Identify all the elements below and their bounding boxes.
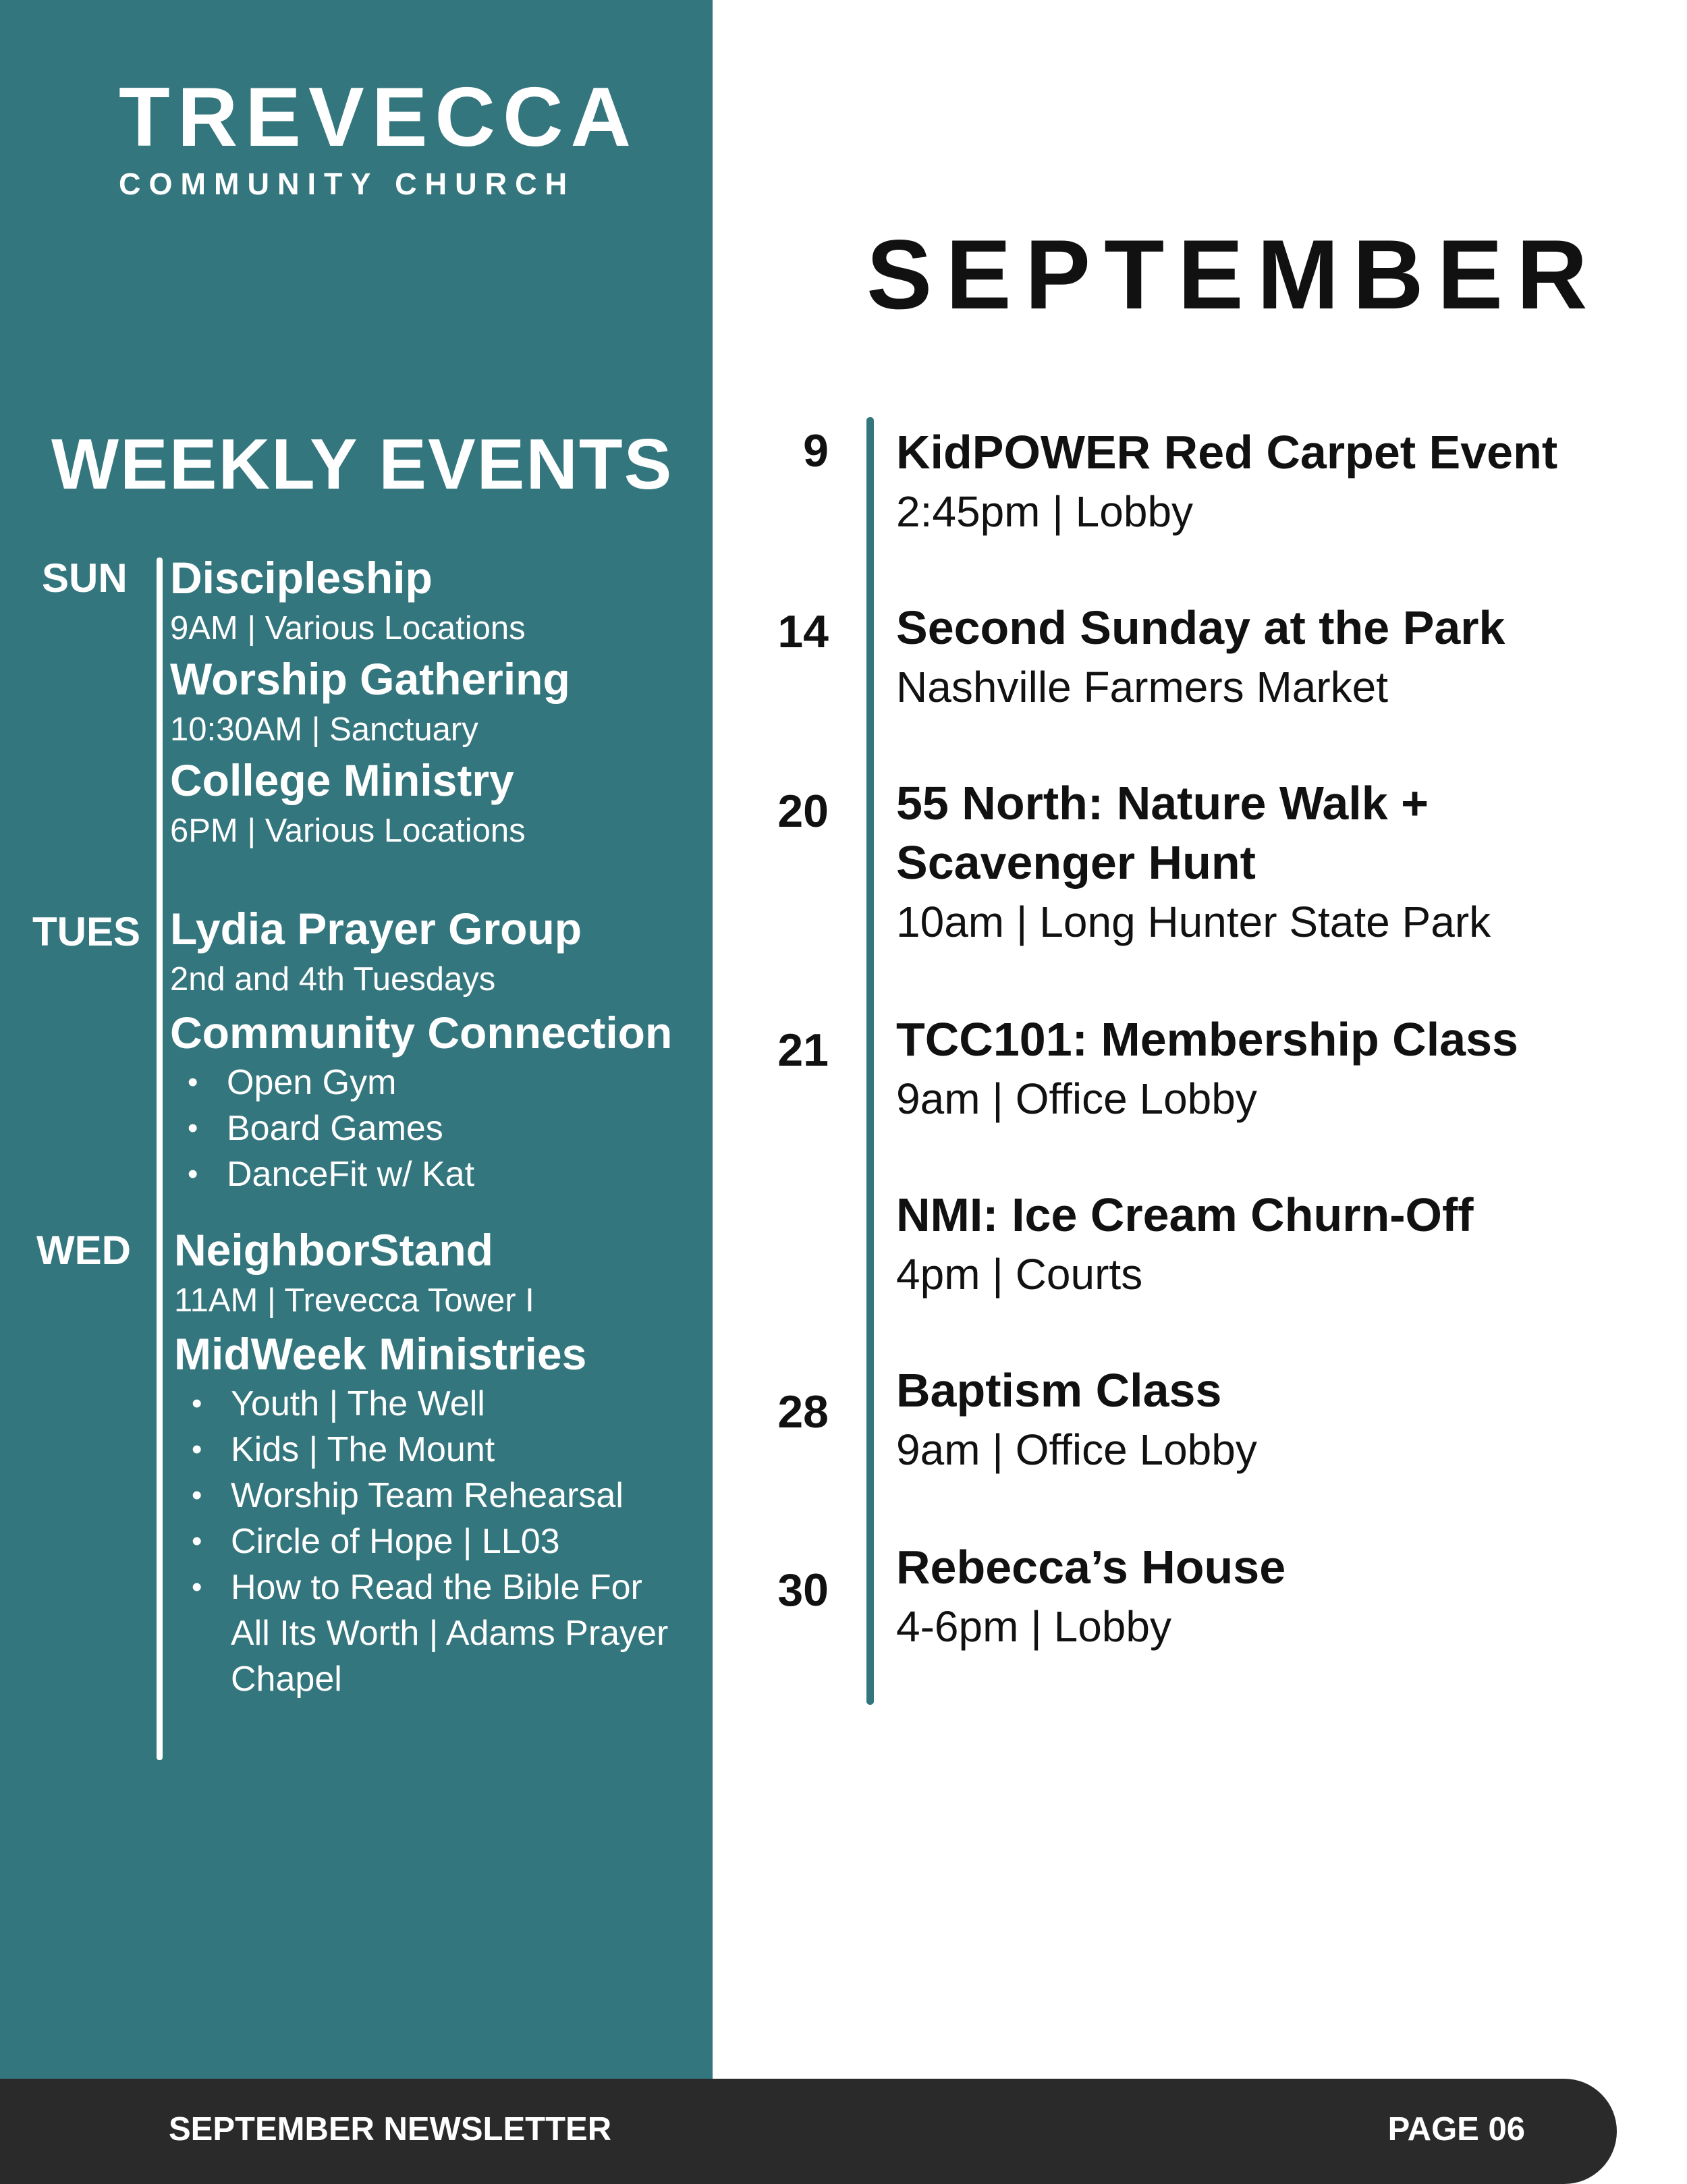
calendar-event (896, 773, 1571, 952)
calendar-event (896, 1010, 1571, 1128)
weekly-event-detail: 9AM | Various Locations (170, 610, 526, 647)
weekly-events-panel (0, 0, 713, 2079)
month-title: SEPTEMBER (866, 219, 1601, 329)
calendar-event-title: KidPOWER Red Carpet Event (896, 426, 1558, 479)
calendar-event-detail: 10am | Long Hunter State Park (896, 898, 1491, 946)
weekly-event-college-ministry (170, 753, 696, 854)
weekly-event-title: Community Connection (170, 1008, 673, 1058)
footer-newsletter-label: SEPTEMBER NEWSLETTER (169, 2111, 612, 2148)
calendar-divider-line (866, 417, 874, 1705)
logo-subtitle: COMMUNITY CHURCH (119, 167, 576, 201)
logo-name: TREVECCA (119, 71, 639, 164)
weekly-event-detail: 10:30AM | Sanctuary (170, 711, 478, 748)
weekly-event-lydia-prayer-group (170, 902, 696, 1003)
calendar-event-title: Baptism Class (896, 1364, 1222, 1417)
list-item: • Kids | The Mount (192, 1430, 495, 1469)
calendar-event-detail: 2:45pm | Lobby (896, 487, 1194, 536)
calendar-event (896, 422, 1571, 541)
calendar-event (896, 1361, 1571, 1479)
weekly-event-detail: 11AM | Trevecca Tower I (174, 1282, 534, 1319)
weekly-event-title: NeighborStand (174, 1225, 493, 1275)
weekly-event-title: Lydia Prayer Group (170, 904, 582, 954)
weekly-event-community-connection (170, 1006, 696, 1197)
calendar-event-detail: 9am | Office Lobby (896, 1074, 1257, 1123)
day-label-tues: TUES (32, 909, 141, 954)
calendar-date: 14 (777, 606, 829, 657)
weekly-event-title: Discipleship (170, 553, 433, 603)
calendar-event-detail: 4pm | Courts (896, 1250, 1143, 1299)
calendar-event-title: Second Sunday at the Park (896, 601, 1505, 654)
list-item: • DanceFit w/ Kat (188, 1155, 475, 1194)
calendar-date: 28 (777, 1386, 829, 1438)
weekly-event-detail: 6PM | Various Locations (170, 813, 526, 849)
weekly-event-midweek-ministries (174, 1327, 687, 1702)
calendar-event-detail: 4-6pm | Lobby (896, 1602, 1171, 1651)
calendar-event (896, 1185, 1571, 1304)
weekly-event-discipleship (170, 551, 696, 652)
list-item: • Circle of Hope | LL03 (192, 1522, 560, 1561)
day-label-sun: SUN (42, 555, 128, 601)
calendar-event-title: NMI: Ice Cream Churn-Off (896, 1189, 1474, 1241)
weekly-event-title: Worship Gathering (170, 654, 570, 704)
list-item: • How to Read the Bible For All Its Worth | Adams Prayer Chapel (192, 1568, 669, 1699)
weekly-event-item-list (174, 1381, 687, 1702)
calendar-date: 30 (777, 1564, 829, 1616)
weekly-event-neighborstand (174, 1223, 700, 1324)
calendar-date: 20 (777, 786, 829, 837)
weekly-events-title: WEEKLY EVENTS (51, 425, 673, 504)
calendar-event (896, 1537, 1571, 1656)
calendar-event-title: TCC101: Membership Class (896, 1013, 1518, 1066)
day-label-wed: WED (36, 1228, 131, 1273)
weekly-event-title: MidWeek Ministries (174, 1329, 587, 1379)
weekly-divider-line (157, 557, 163, 1760)
calendar-event-detail: Nashville Farmers Market (896, 663, 1389, 711)
church-logo (119, 71, 639, 201)
calendar-event-title: 55 North: Nature Walk + Scavenger Hunt (896, 777, 1429, 889)
list-item: • Board Games (188, 1109, 443, 1148)
calendar-event-title: Rebecca’s House (896, 1541, 1286, 1593)
weekly-event-detail: 2nd and 4th Tuesdays (170, 961, 496, 998)
weekly-event-title: College Ministry (170, 755, 514, 805)
weekly-event-worship-gathering (170, 652, 696, 753)
calendar-event (896, 598, 1571, 717)
calendar-date: 9 (803, 425, 829, 476)
calendar-event-detail: 9am | Office Lobby (896, 1425, 1257, 1474)
list-item: • Youth | The Well (192, 1384, 485, 1423)
list-item: • Worship Team Rehearsal (192, 1476, 624, 1515)
list-item: • Open Gym (188, 1063, 397, 1102)
calendar-date: 21 (777, 1025, 829, 1076)
weekly-event-item-list (170, 1060, 696, 1197)
footer-page-number: PAGE 06 (1387, 2111, 1525, 2148)
